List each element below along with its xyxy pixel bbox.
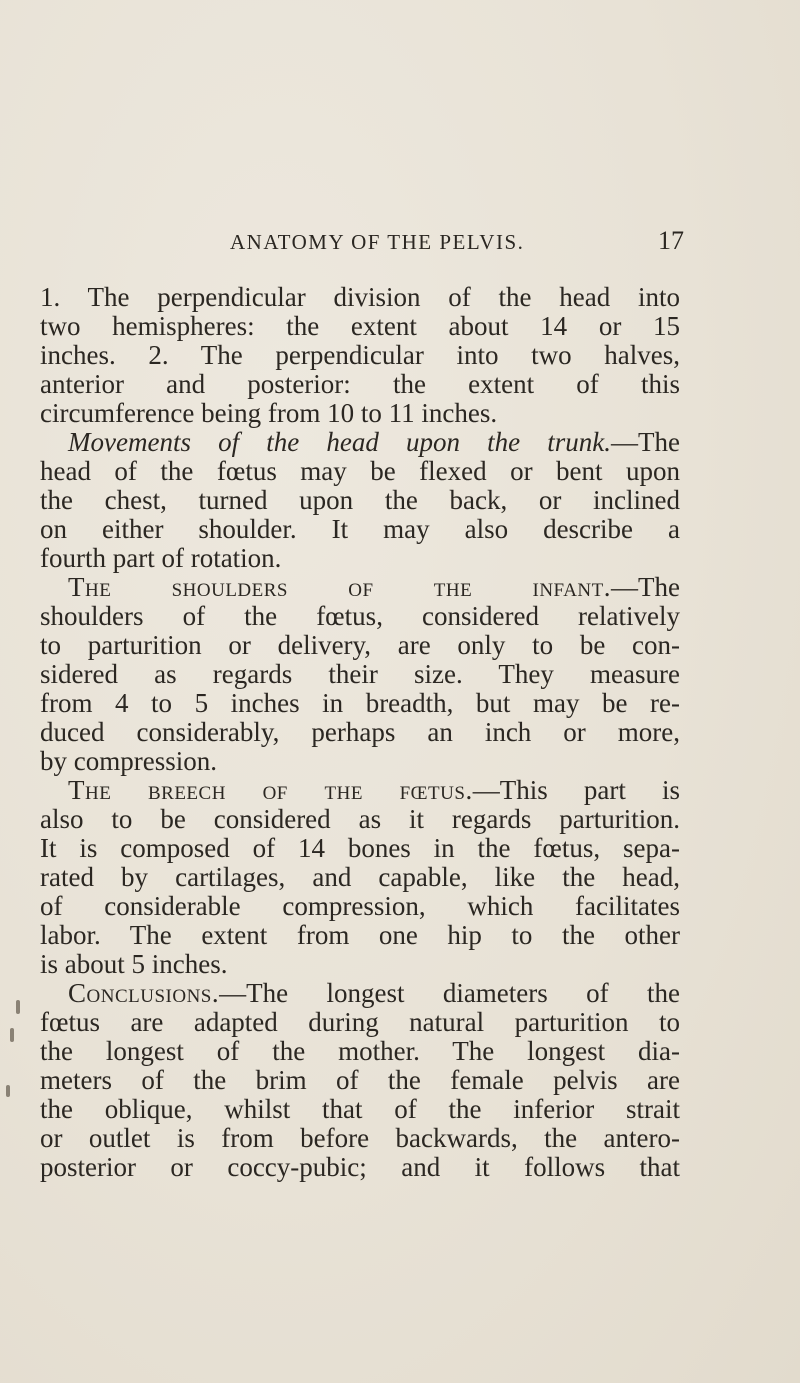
- text-line: [40, 1008, 680, 1037]
- text-line: [40, 689, 680, 718]
- text-line: [40, 602, 680, 631]
- text-line: [40, 573, 680, 602]
- text-run: from 4 to 5 inches in breadth, but may be re-: [40, 688, 680, 718]
- text-line: [40, 863, 680, 892]
- page-number: 17: [658, 226, 684, 255]
- text-line: [40, 660, 680, 689]
- text-line: [40, 1066, 680, 1095]
- text-run: sidered as regards their size. They measure: [40, 659, 680, 689]
- margin-mark: [16, 1000, 20, 1014]
- text-run: the chest, turned upon the back, or inclined: [40, 485, 680, 515]
- text-line: [40, 718, 680, 747]
- text-run: meters of the brim of the female pelvis are: [40, 1065, 680, 1095]
- text-line: [40, 312, 680, 341]
- margin-mark: [6, 1085, 10, 1097]
- page-header: [230, 228, 700, 264]
- text-line: [40, 1095, 680, 1124]
- margin-mark: [10, 1028, 14, 1042]
- text-run: duced considerably, perhaps an inch or more,: [40, 717, 680, 747]
- text-line: [40, 457, 680, 486]
- text-line: [40, 1037, 680, 1066]
- text-run: head of the fœtus may be flexed or bent upon: [40, 456, 680, 486]
- section-heading: Conclusions.: [68, 978, 220, 1008]
- text-run: It is composed of 14 bones in the fœtus, sepa-: [40, 833, 680, 863]
- text-run: 1. The perpendicular division of the head into: [40, 282, 680, 312]
- text-line: [40, 776, 680, 805]
- text-run: on either shoulder. It may also describe a: [40, 514, 680, 544]
- text-line: [40, 283, 680, 312]
- text-run: inches. 2. The perpendicular into two halves,: [40, 340, 680, 370]
- running-head: ANATOMY OF THE PELVIS.: [230, 230, 525, 254]
- text-line: [40, 486, 680, 515]
- text-line: [40, 747, 680, 776]
- text-run: to parturition or delivery, are only to be con-: [40, 630, 680, 660]
- text-line: [40, 979, 680, 1008]
- section-heading: The shoulders of the infant.: [68, 572, 612, 602]
- text-run: the oblique, whilst that of the inferior strait: [40, 1094, 680, 1124]
- text-run: —The longest diameters of the: [219, 978, 680, 1008]
- text-line: [40, 805, 680, 834]
- text-line: [40, 950, 680, 979]
- text-run: shoulders of the fœtus, considered relatively: [40, 601, 680, 631]
- text-run: anterior and posterior: the extent of this: [40, 369, 680, 399]
- text-run: rated by cartilages, and capable, like the head,: [40, 862, 680, 892]
- text-run: circumference being from 10 to 11 inches.: [40, 398, 498, 428]
- text-line: [40, 341, 680, 370]
- text-line: [40, 921, 680, 950]
- text-line: [40, 428, 680, 457]
- text-run: —The: [611, 427, 680, 457]
- text-run: the longest of the mother. The longest dia-: [40, 1036, 680, 1066]
- text-run: posterior or coccy-pubic; and it follows that: [40, 1152, 680, 1182]
- text-run: fœtus are adapted during natural parturition to: [40, 1007, 680, 1037]
- text-line: [40, 370, 680, 399]
- text-line: [40, 515, 680, 544]
- text-line: [40, 544, 680, 573]
- text-line: [40, 1124, 680, 1153]
- text-line: [40, 834, 680, 863]
- text-run: —The: [611, 572, 680, 602]
- text-run: of considerable compression, which facilitates: [40, 891, 680, 921]
- text-run: also to be considered as it regards parturition.: [40, 804, 680, 834]
- text-line: [40, 631, 680, 660]
- section-heading-italic: Movements of the head upon the trunk.: [68, 427, 612, 457]
- section-heading: The breech of the fœtus.: [68, 775, 473, 805]
- text-run: —This part is: [472, 775, 680, 805]
- text-line: [40, 892, 680, 921]
- text-run: labor. The extent from one hip to the other: [40, 920, 680, 950]
- text-run: or outlet is from before backwards, the antero-: [40, 1123, 680, 1153]
- text-run: fourth part of rotation.: [40, 543, 282, 573]
- text-line: [40, 399, 680, 428]
- text-run: two hemispheres: the extent about 14 or 15: [40, 311, 680, 341]
- text-run: by compression.: [40, 746, 217, 776]
- text-run: is about 5 inches.: [40, 949, 228, 979]
- body-text: [40, 283, 680, 1182]
- text-line: [40, 1153, 680, 1182]
